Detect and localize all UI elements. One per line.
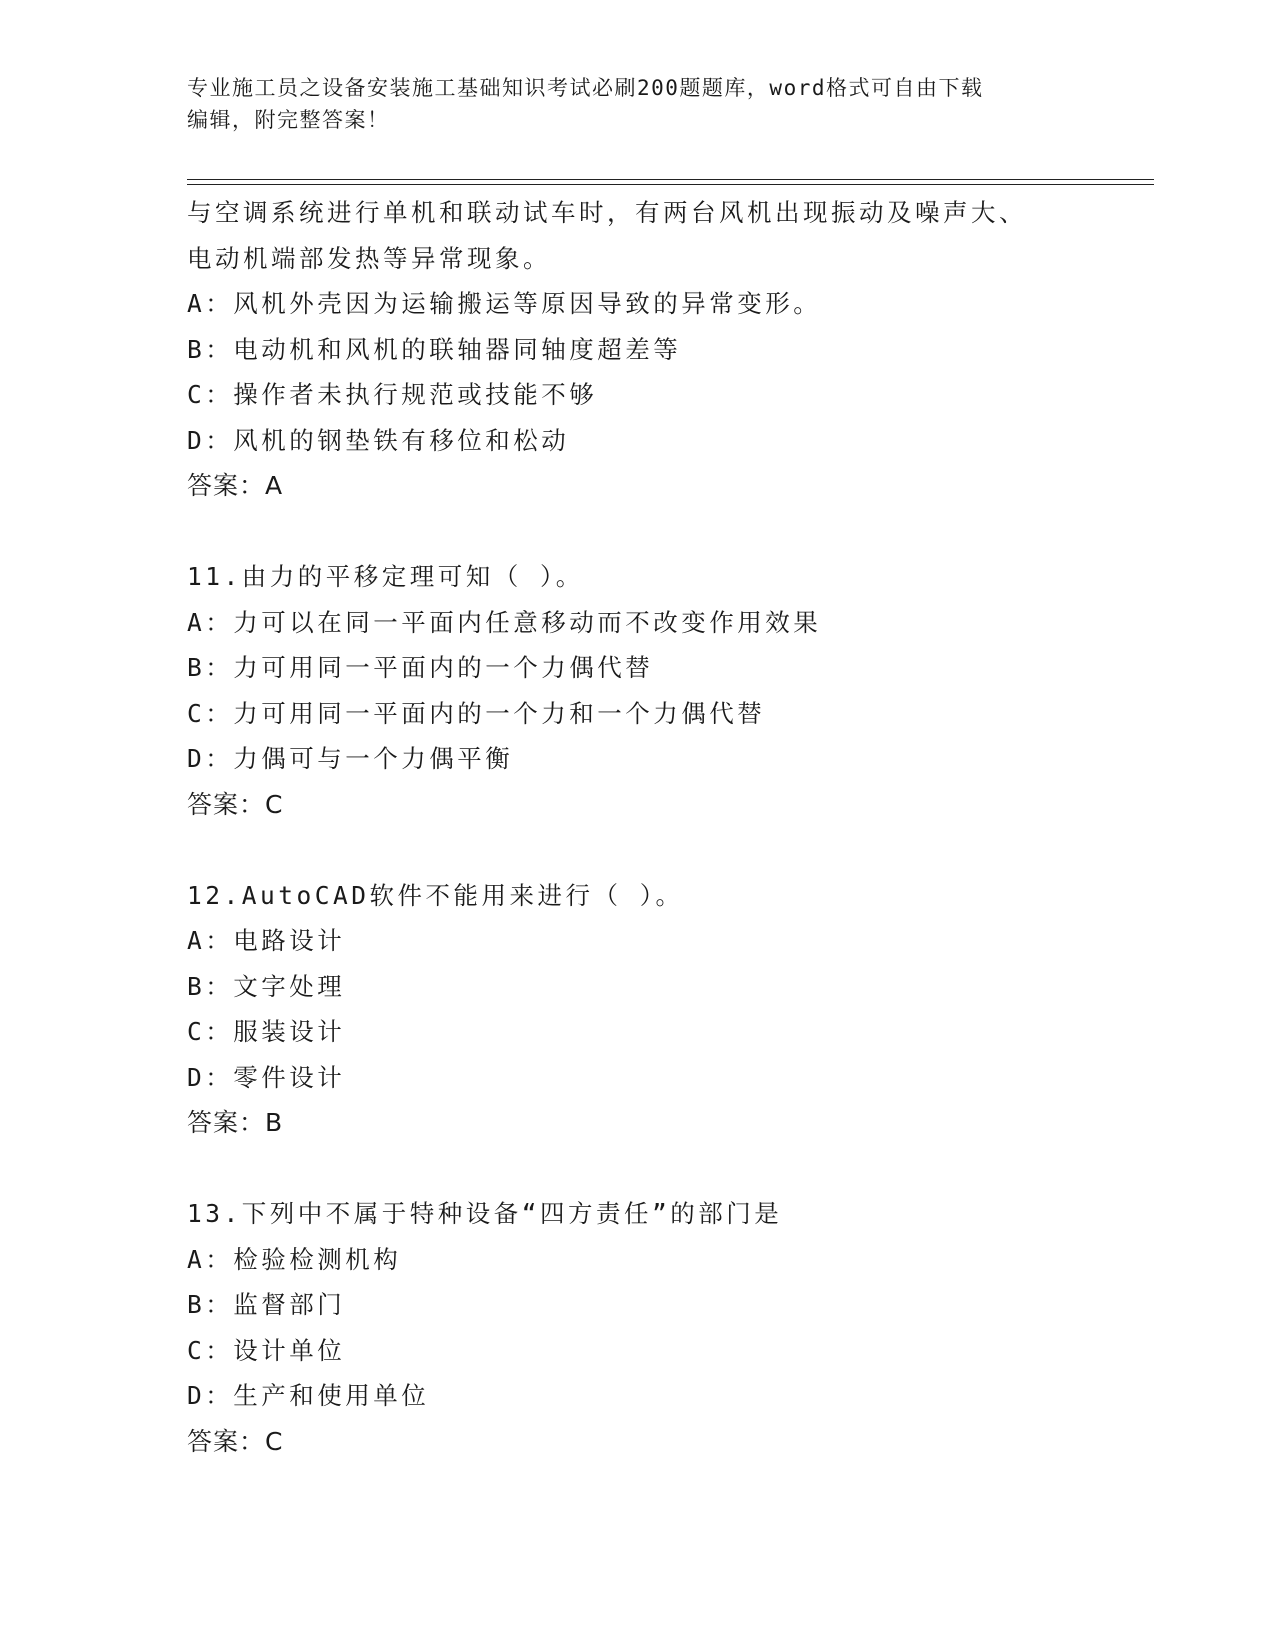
option-d: D：生产和使用单位	[187, 1381, 430, 1410]
header-line-1: 专业施工员之设备安装施工基础知识考试必刷200题题库，word格式可自由下载	[187, 76, 984, 100]
option-a: A：力可以在同一平面内任意移动而不改变作用效果	[187, 607, 822, 637]
spacer	[187, 1146, 1147, 1192]
answer-line: 答案：C	[187, 789, 284, 819]
spacer	[187, 827, 1147, 873]
option-a: A：风机外壳因为运输搬运等原因导致的异常变形。	[187, 289, 822, 318]
option-a: A：检验检测机构	[187, 1244, 402, 1274]
option-b: B：监督部门	[187, 1290, 346, 1319]
option-b: B：文字处理	[187, 971, 346, 1001]
question-block-11	[187, 554, 1147, 827]
question-block-13	[187, 1191, 1147, 1464]
option-b: B：电动机和风机的联轴器同轴度超差等	[187, 334, 682, 364]
option-c: C：设计单位	[187, 1335, 346, 1365]
answer-line: 答案：A	[187, 471, 284, 500]
answer-line: 答案：C	[187, 1426, 284, 1456]
option-d: D：风机的钢垫铁有移位和松动	[187, 425, 570, 455]
answer-line: 答案：B	[187, 1108, 284, 1137]
header-divider-bottom	[187, 184, 1154, 185]
option-c: C：服装设计	[187, 1017, 346, 1046]
header-divider-top	[187, 179, 1154, 180]
header-line-2: 编辑，附完整答案！	[187, 108, 390, 132]
option-c: C：操作者未执行规范或技能不够	[187, 380, 598, 409]
option-b: B：力可用同一平面内的一个力偶代替	[187, 653, 654, 682]
option-d: D：零件设计	[187, 1062, 346, 1092]
question-block-12	[187, 873, 1147, 1146]
document-header	[187, 72, 1067, 136]
question-stem: 13.下列中不属于特种设备“四方责任”的部门是	[187, 1199, 783, 1228]
question-stem: 11.由力的平移定理可知（ ）。	[187, 562, 584, 591]
question-block-continued	[187, 190, 1147, 509]
option-a: A：电路设计	[187, 926, 346, 955]
option-c: C：力可用同一平面内的一个力和一个力偶代替	[187, 698, 766, 728]
option-d: D：力偶可与一个力偶平衡	[187, 744, 514, 773]
question-stem-line: 电动机端部发热等异常现象。	[187, 243, 551, 273]
question-stem: 12.AutoCAD软件不能用来进行（ ）。	[187, 880, 684, 910]
question-stem-line: 与空调系统进行单机和联动试车时，有两台风机出现振动及噪声大、	[187, 198, 1027, 227]
question-list	[187, 190, 1147, 1464]
spacer	[187, 509, 1147, 555]
